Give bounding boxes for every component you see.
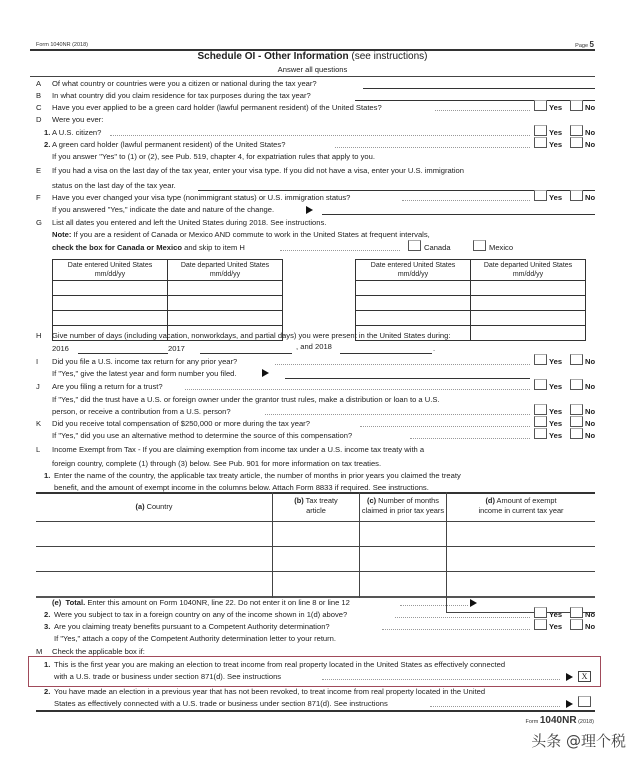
check-instruction: and skip to item H xyxy=(181,243,245,252)
checkbox-no[interactable] xyxy=(570,619,583,630)
leader-dots xyxy=(410,438,530,439)
no-label: No xyxy=(585,140,596,149)
question-i xyxy=(30,356,595,368)
arrow-right-icon xyxy=(566,673,573,681)
note-text: If "Yes," attach a copy of the Competent Authority determination letter to your return. xyxy=(54,634,337,643)
col-months-claimed: (c) Number of months claimed in prior tax years xyxy=(361,496,445,515)
item-number: 2. xyxy=(44,610,51,619)
yes-no-l2 xyxy=(534,607,598,619)
col-country: (a) Country xyxy=(135,502,173,511)
prior-return-input[interactable] xyxy=(285,378,530,379)
checkbox-m1[interactable]: X xyxy=(578,671,591,682)
yes-no-c xyxy=(534,100,598,112)
checkbox-no[interactable] xyxy=(570,100,583,111)
question-letter: E xyxy=(36,166,42,175)
checkbox-yes[interactable] xyxy=(534,190,547,201)
no-label: No xyxy=(585,431,596,440)
question-letter: F xyxy=(36,193,41,202)
question-text: Have you ever changed your visa type (nonimmigrant status) or U.S. immigration status? xyxy=(52,193,351,202)
page-title xyxy=(30,51,595,62)
leader-dots xyxy=(265,414,530,415)
table-rule xyxy=(36,571,595,572)
col-exempt-amount: (d) Amount of exempt income in current tax year xyxy=(478,496,564,515)
question-f-followup xyxy=(30,204,595,216)
question-letter: J xyxy=(36,382,40,391)
arrow-right-icon xyxy=(306,206,313,214)
yes-no-k-followup xyxy=(534,428,598,440)
yes-label: Yes xyxy=(549,419,563,428)
leader-dots xyxy=(435,110,530,111)
leader-dots xyxy=(335,147,530,148)
mexico-label: Mexico xyxy=(489,243,514,252)
item-number: 1. xyxy=(44,128,51,137)
page-number: 5 xyxy=(589,40,594,49)
visa-change-input[interactable] xyxy=(322,214,595,215)
yes-label: Yes xyxy=(549,431,563,440)
question-letter: G xyxy=(36,218,42,227)
checkbox-yes[interactable] xyxy=(534,428,547,439)
date-departed-cell[interactable] xyxy=(168,281,283,296)
checkbox-yes[interactable] xyxy=(534,100,547,111)
yes-label: Yes xyxy=(549,622,563,631)
yes-no-f xyxy=(534,190,598,202)
checkbox-no[interactable] xyxy=(570,428,583,439)
checkbox-yes[interactable] xyxy=(534,379,547,390)
question-m1-cont xyxy=(30,671,595,683)
leader-dots xyxy=(402,200,530,201)
question-text: States as effectively connected with a U.S. trade or business under section 871(d). See instructions xyxy=(54,699,388,708)
no-label: No xyxy=(585,622,596,631)
checkbox-yes[interactable] xyxy=(534,607,547,618)
checkbox-no[interactable] xyxy=(570,354,583,365)
question-text: Did you file a U.S. income tax return for any prior year? xyxy=(52,357,238,366)
citizenship-input[interactable] xyxy=(363,88,595,89)
date-entered-cell[interactable] xyxy=(356,296,471,311)
date-entered-cell[interactable] xyxy=(53,296,168,311)
footer-prefix: Form xyxy=(525,719,539,725)
date-entered-cell[interactable] xyxy=(53,281,168,296)
question-c xyxy=(30,102,595,114)
total-key: (e) xyxy=(52,598,62,607)
days-2016-input[interactable] xyxy=(78,353,168,354)
question-letter: C xyxy=(36,103,42,112)
title-main: Schedule OI - Other Information xyxy=(197,51,349,62)
column-divider xyxy=(446,492,447,613)
treaty-total xyxy=(30,597,595,609)
yes-label: Yes xyxy=(549,382,563,391)
question-m2-cont xyxy=(30,698,595,710)
no-label: No xyxy=(585,193,596,202)
no-label: No xyxy=(585,382,596,391)
year-2016-label: 2016 xyxy=(52,344,69,353)
leader-dots xyxy=(360,426,530,427)
question-j-followup xyxy=(30,394,595,406)
item-number: 1. xyxy=(44,660,51,669)
question-letter: L xyxy=(36,445,41,454)
question-g xyxy=(30,217,595,229)
question-l3-note xyxy=(30,633,595,645)
question-d2 xyxy=(30,139,595,151)
question-g-check xyxy=(30,242,595,254)
item-number: 2. xyxy=(44,140,51,149)
yes-label: Yes xyxy=(549,140,563,149)
yes-no-j xyxy=(534,379,598,391)
checkbox-no[interactable] xyxy=(570,404,583,415)
page-indicator xyxy=(575,40,594,49)
arrow-right-icon xyxy=(566,700,573,708)
yes-no-i xyxy=(534,354,598,366)
question-m2 xyxy=(30,686,595,698)
checkbox-canada[interactable] xyxy=(408,240,421,251)
page-subtitle: Answer all questions xyxy=(277,65,348,74)
footer-year: (2018) xyxy=(578,719,594,725)
months-claimed-cell[interactable] xyxy=(360,522,446,546)
followup-text: If "Yes," give the latest year and form number you filed. xyxy=(52,369,237,378)
arrow-right-icon xyxy=(262,369,269,377)
title-rule xyxy=(30,76,595,77)
checkbox-no[interactable] xyxy=(570,416,583,427)
question-text: foreign country, complete (1) through (3) below. See Pub. 901 for more information on tax treaties. xyxy=(52,459,382,468)
checkbox-m2[interactable] xyxy=(578,696,591,707)
dates-table-right xyxy=(355,259,586,341)
form-id-header: Form 1040NR (2018) xyxy=(36,42,88,48)
question-letter: D xyxy=(36,115,42,124)
yes-label: Yes xyxy=(549,357,563,366)
question-b xyxy=(30,90,595,102)
followup-text: If "Yes," did you use an alternative method to determine the source of this compensation? xyxy=(52,431,353,440)
table-row xyxy=(53,311,283,326)
no-label: No xyxy=(585,407,596,416)
question-e xyxy=(30,165,595,177)
table-rule xyxy=(36,492,595,494)
yes-label: Yes xyxy=(549,610,563,619)
note-text: If you are a resident of Canada or Mexico AND commute to work in the United States at frequent intervals, xyxy=(71,230,430,239)
date-departed-cell[interactable] xyxy=(471,311,586,326)
item-number: 3. xyxy=(44,622,51,631)
question-text: benefit, and the amount of exempt income in the columns below. Attach Form 8833 if required. See instructions. xyxy=(54,483,429,492)
question-text: In what country did you claim residence for tax purposes during the tax year? xyxy=(52,91,311,100)
checkbox-no[interactable] xyxy=(570,379,583,390)
table-row xyxy=(53,296,283,311)
item-number: 2. xyxy=(44,687,51,696)
question-text: A U.S. citizen? xyxy=(52,128,102,137)
checkbox-yes[interactable] xyxy=(534,125,547,136)
table-row xyxy=(356,311,586,326)
year-2018-label: , and 2018 xyxy=(296,342,332,351)
leader-dots xyxy=(275,364,530,365)
checkbox-no[interactable] xyxy=(570,607,583,618)
question-f xyxy=(30,192,595,204)
item-number: 1. xyxy=(44,471,51,480)
dates-table-left xyxy=(52,259,283,341)
question-letter: K xyxy=(36,419,42,428)
question-l1 xyxy=(30,470,595,482)
col-date-departed: Date departed United States mm/dd/yy xyxy=(471,260,586,281)
total-label: Total. xyxy=(65,598,86,607)
days-2018-input[interactable] xyxy=(340,353,432,354)
question-letter: M xyxy=(36,647,43,656)
table-row xyxy=(356,281,586,296)
table-row xyxy=(53,281,283,296)
date-entered-cell[interactable] xyxy=(356,311,471,326)
leader-dots xyxy=(430,706,560,707)
question-text: Did you receive total compensation of $250,000 or more during the tax year? xyxy=(52,419,310,428)
yes-no-l3 xyxy=(534,619,598,631)
question-text: Have you ever applied to be a green card holder (lawful permanent resident) of the United States? xyxy=(52,103,382,112)
col-date-departed: Date departed United States mm/dd/yy xyxy=(168,260,283,281)
date-entered-cell[interactable] xyxy=(356,281,471,296)
yes-label: Yes xyxy=(549,407,563,416)
date-departed-cell[interactable] xyxy=(168,296,283,311)
period: . xyxy=(433,344,436,353)
question-text: This is the first year you are making an election to treat income from real property located in the United States as effectively connected xyxy=(54,660,506,669)
checkbox-no[interactable] xyxy=(570,125,583,136)
checkbox-yes[interactable] xyxy=(534,619,547,630)
col-date-entered: Date entered United States mm/dd/yy xyxy=(356,260,471,281)
col-date-entered: Date entered United States mm/dd/yy xyxy=(53,260,168,281)
page-label: Page xyxy=(575,43,589,49)
treaty-article-cell[interactable] xyxy=(273,522,359,546)
question-letter: H xyxy=(36,331,42,340)
question-g-note xyxy=(30,229,595,241)
question-k xyxy=(30,418,595,430)
date-departed-cell[interactable] xyxy=(168,311,283,326)
check-instruction-bold: check the box for Canada or Mexico xyxy=(52,243,182,252)
question-text: A green card holder (lawful permanent resident) of the United States? xyxy=(52,140,286,149)
arrow-right-icon xyxy=(470,599,477,607)
question-letter: B xyxy=(36,91,42,100)
footer-rule xyxy=(36,710,595,712)
question-text: Were you subject to tax in a foreign country on any of the income shown in 1(d) above? xyxy=(54,610,348,619)
leader-dots xyxy=(400,605,468,606)
question-text: Check the applicable box if: xyxy=(52,647,145,656)
no-label: No xyxy=(585,128,596,137)
question-m1 xyxy=(30,659,595,671)
question-i-followup xyxy=(30,368,595,380)
question-letter: I xyxy=(36,357,39,366)
country-cell[interactable] xyxy=(36,522,272,546)
note-text: If you answer "Yes" to (1) or (2), see Pub. 519, chapter 4, for expatriation rules that apply to you. xyxy=(52,152,375,161)
question-text: Were you ever: xyxy=(52,115,104,124)
days-2017-input[interactable] xyxy=(200,353,292,354)
followup-text: person, or receive a contribution from a U.S. person? xyxy=(52,407,231,416)
question-letter: A xyxy=(36,79,42,88)
question-j xyxy=(30,381,595,393)
col-treaty-article: (b) Tax treaty article xyxy=(294,496,338,515)
leader-dots xyxy=(322,679,560,680)
followup-text: If you answered "Yes," indicate the date and nature of the change. xyxy=(52,205,275,214)
question-text: with a U.S. trade or business under section 871(d). See instructions xyxy=(54,672,282,681)
footer-form-name: 1040NR xyxy=(539,715,577,726)
question-l-cont xyxy=(30,458,595,470)
date-entered-cell[interactable] xyxy=(53,311,168,326)
checkbox-no[interactable] xyxy=(570,137,583,148)
exempt-amount-cell[interactable] xyxy=(447,522,595,546)
question-text: Are you claiming treaty benefits pursuant to a Competent Authority determination? xyxy=(54,622,330,631)
leader-dots xyxy=(185,389,530,390)
question-text: status on the last day of the tax year. xyxy=(52,181,176,190)
checkbox-no[interactable] xyxy=(570,190,583,201)
table-row xyxy=(356,296,586,311)
date-departed-cell[interactable] xyxy=(471,281,586,296)
question-text: Income Exempt from Tax - If you are claiming exemption from income tax under a U.S. income tax treaty with a xyxy=(52,445,425,454)
no-label: No xyxy=(585,357,596,366)
checkbox-yes[interactable] xyxy=(534,354,547,365)
question-l xyxy=(30,444,595,456)
question-j-followup2 xyxy=(30,406,595,418)
question-l2 xyxy=(30,609,595,621)
yes-label: Yes xyxy=(549,128,563,137)
question-d1 xyxy=(30,127,595,139)
yes-label: Yes xyxy=(549,193,563,202)
year-2017-label: 2017 xyxy=(168,344,185,353)
date-departed-cell[interactable] xyxy=(471,296,586,311)
followup-text: If "Yes," did the trust have a U.S. or foreign owner under the grantor trust rules, make a distribution or loan to a U.S. xyxy=(52,395,440,404)
question-d xyxy=(30,114,595,126)
question-a xyxy=(30,78,595,90)
checkbox-yes[interactable] xyxy=(534,416,547,427)
yes-no-d1 xyxy=(534,125,598,137)
leader-dots xyxy=(280,250,400,251)
checkbox-yes[interactable] xyxy=(534,137,547,148)
no-label: No xyxy=(585,419,596,428)
question-l3 xyxy=(30,621,595,633)
no-label: No xyxy=(585,610,596,619)
canada-label: Canada xyxy=(424,243,451,252)
table-rule xyxy=(36,546,595,547)
yes-no-k xyxy=(534,416,598,428)
total-text: Enter this amount on Form 1040NR, line 22. Do not enter it on line 8 or line 12 xyxy=(85,598,350,607)
question-text: If you had a visa on the last day of the tax year, enter your visa type. If you did not have a visa, enter your U.S. immigration xyxy=(52,166,464,175)
expatriation-note xyxy=(30,151,595,163)
yes-label: Yes xyxy=(549,103,563,112)
question-text: Give number of days (including vacation, nonworkdays, and partial days) you were present in the United States during: xyxy=(52,331,451,340)
form-footer xyxy=(525,715,594,726)
checkbox-mexico[interactable] xyxy=(473,240,486,251)
yes-no-j-followup xyxy=(534,404,598,416)
leader-dots xyxy=(110,135,530,136)
no-label: No xyxy=(585,103,596,112)
leader-dots xyxy=(382,629,530,630)
question-h-years xyxy=(30,343,595,355)
question-k-followup xyxy=(30,430,595,442)
title-suffix: (see instructions) xyxy=(348,51,428,62)
yes-no-d2 xyxy=(534,137,598,149)
watermark: 头条 @理个税 xyxy=(531,732,626,750)
question-e-cont xyxy=(30,180,595,192)
note-label: Note: xyxy=(52,230,72,239)
leader-dots xyxy=(395,617,530,618)
question-text: List all dates you entered and left the United States during 2018. See instructions. xyxy=(52,218,327,227)
checkbox-yes[interactable] xyxy=(534,404,547,415)
question-text: You have made an election in a previous year that has not been revoked, to treat income from real property located in the United xyxy=(54,687,486,696)
question-text: Of what country or countries were you a citizen or national during the tax year? xyxy=(52,79,317,88)
question-text: Enter the name of the country, the applicable tax treaty article, the number of months in prior years you claimed the treaty xyxy=(54,471,461,480)
question-text: Are you filing a return for a trust? xyxy=(52,382,163,391)
